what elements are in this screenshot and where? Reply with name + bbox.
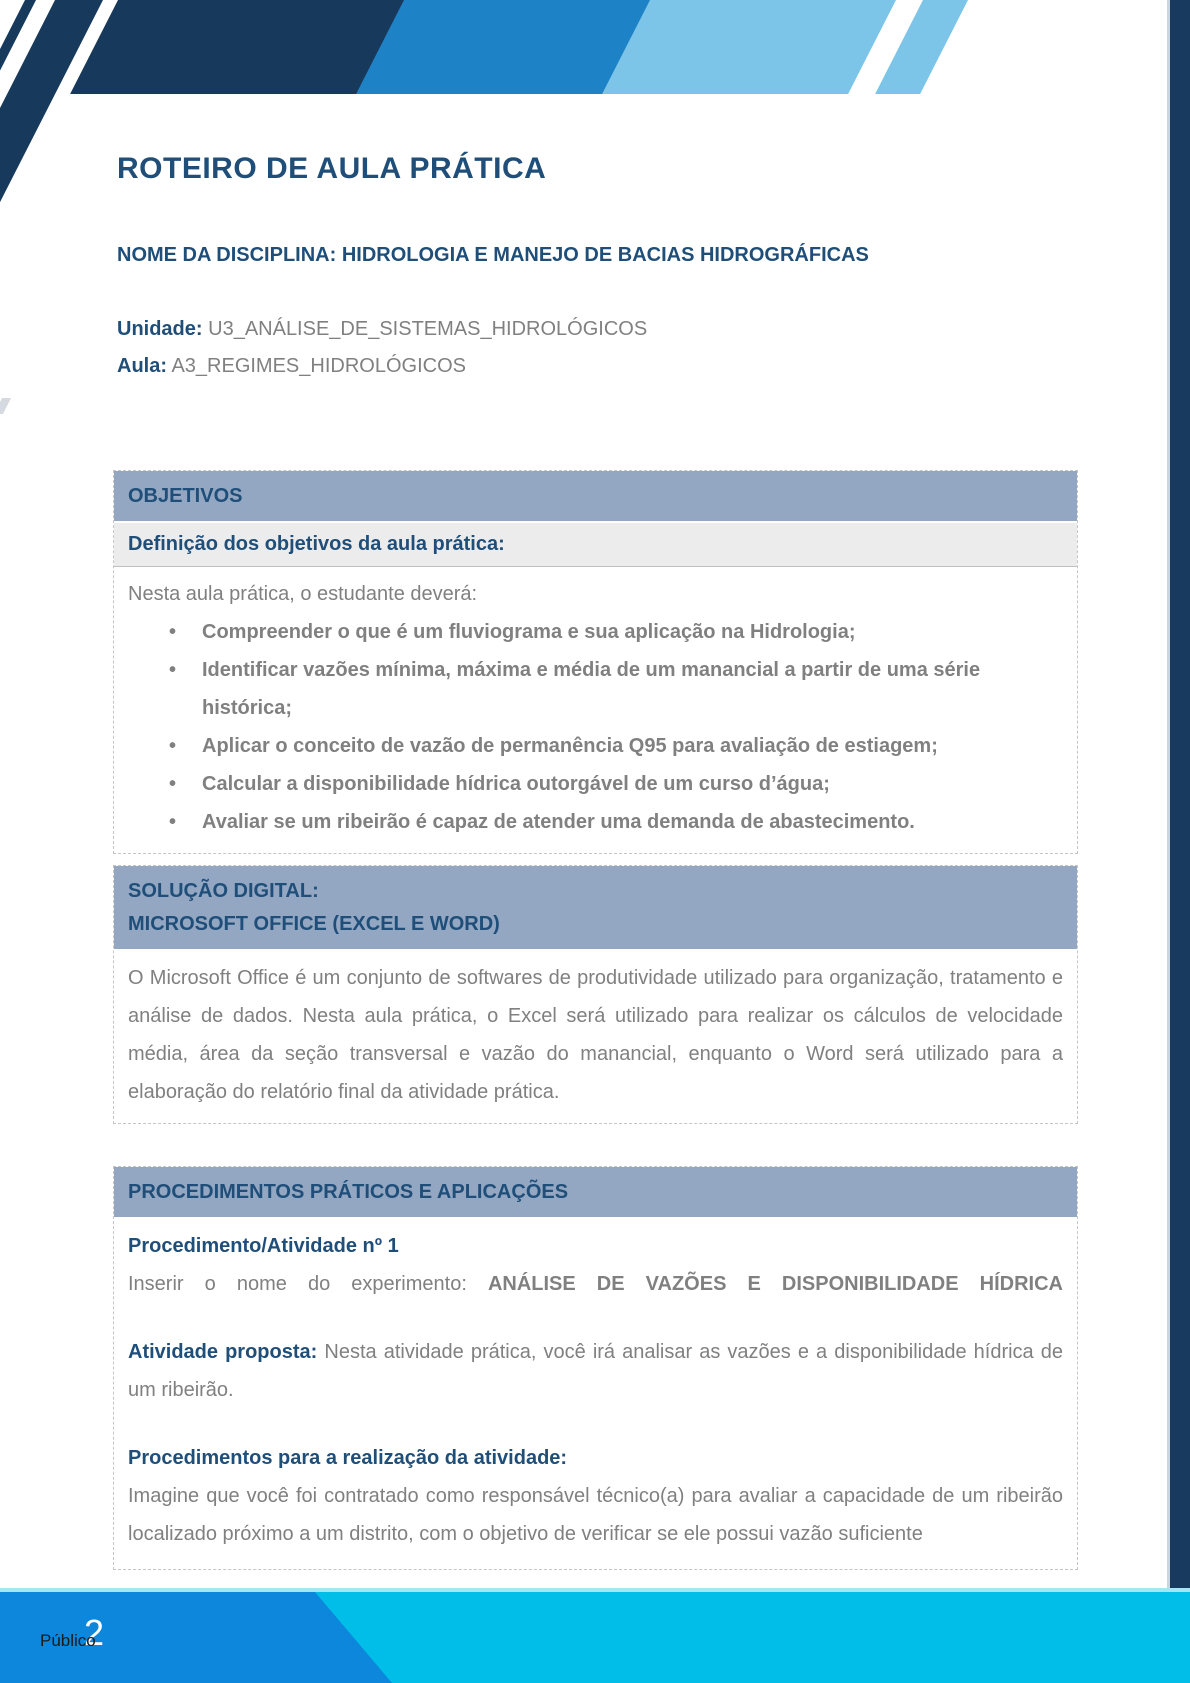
page-number: 2: [84, 1612, 105, 1653]
list-item: • Aplicar o conceito de vazão de permanência Q95 para avaliação de estiagem;: [202, 727, 1063, 765]
heading-block: [117, 0, 1078, 385]
section-solucao-body: [114, 951, 1077, 1123]
page-edge-bar-icon: [1167, 0, 1190, 1683]
list-item: • Calcular a disponibilidade hídrica outorgável de um curso d’água;: [202, 765, 1063, 803]
section-objetivos-body: [114, 567, 1077, 853]
section-objetivos: [113, 470, 1078, 854]
section-procedimentos: [113, 1166, 1078, 1570]
list-item: • Identificar vazões mínima, máxima e média de um manancial a partir de uma série histórica;: [202, 651, 1063, 727]
list-item: • Avaliar se um ribeirão é capaz de atender uma demanda de abastecimento.: [202, 803, 1063, 841]
section-objetivos-subheader: Definição dos objetivos da aula prática:: [114, 523, 1077, 567]
section-solucao-header: [114, 866, 1077, 951]
section-procedimentos-title: PROCEDIMENTOS PRÁTICOS E APLICAÇÕES: [128, 1181, 569, 1203]
list-item: • Compreender o que é um fluviograma e sua aplicação na Hidrologia;: [202, 613, 1063, 651]
experimento-line: [128, 1265, 1063, 1303]
section-procedimentos-body: [114, 1219, 1077, 1565]
experimento-nome: ANÁLISE DE VAZÕES E DISPONIBILIDADE HÍDRICA: [487, 1273, 1063, 1295]
header-stripe-wide-left-icon: [0, 0, 103, 240]
discipline-title: NOME DA DISCIPLINA: HIDROLOGIA E MANEJO DE BACIAS HIDROGRÁFICAS: [117, 244, 869, 266]
classification-label: Público: [40, 1631, 96, 1650]
footer-band: [0, 1588, 1190, 1683]
header-stripe-thin-left-icon: [0, 0, 36, 240]
section-solucao-title-line1: SOLUÇÃO DIGITAL:: [128, 880, 319, 902]
aula-line: [117, 348, 1078, 385]
atividade-proposta-paragraph: [128, 1333, 1063, 1409]
aula-value: A3_REGIMES_HIDROLÓGICOS: [171, 355, 466, 377]
aula-label: Aula:: [117, 355, 167, 377]
experimento-prefix: Inserir o nome do experimento:: [128, 1273, 488, 1295]
unidade-value: U3_ANÁLISE_DE_SISTEMAS_HIDROLÓGICOS: [208, 318, 648, 340]
section-procedimentos-header: [114, 1167, 1077, 1219]
atividade-proposta-text: Nesta atividade prática, você irá analisar as vazões e a disponibilidade hídrica de um ribeirão.: [128, 1341, 1063, 1401]
procedimento-atividade-titulo: Procedimento/Atividade nº 1: [128, 1235, 399, 1257]
solucao-paragraph: O Microsoft Office é um conjunto de softwares de produtividade utilizado para organização, tratamento e análise de dados. Nesta aula prática, o Excel será utilizado para realizar os cálculos de velocidade média, área da seção transversal e vazão do manancial, enquanto o Word será utilizado para a elaboração do relatório final da atividade prática.: [128, 967, 1063, 1103]
objetivos-list: [128, 613, 1063, 841]
procedimentos-realizacao-label: Procedimentos para a realização da atividade:: [128, 1447, 568, 1469]
atividade-proposta-label: Atividade proposta:: [128, 1341, 325, 1363]
spacer: [128, 1409, 1063, 1439]
objetivos-intro: Nesta aula prática, o estudante deverá:: [128, 583, 478, 605]
section-solucao-title-line2: MICROSOFT OFFICE (EXCEL E WORD): [128, 913, 500, 935]
section-solucao-digital: [113, 865, 1078, 1124]
section-objetivos-header: [114, 471, 1077, 523]
page-title: ROTEIRO DE AULA PRÁTICA: [117, 152, 547, 185]
procedimentos-realizacao-text: Imagine que você foi contratado como responsável técnico(a) para avaliar a capacidade de um ribeirão localizado próximo a um distrito, com o objetivo de verificar se ele possui vazão suficiente: [128, 1485, 1063, 1545]
left-edge-mark-icon: [0, 398, 11, 414]
unidade-line: [117, 311, 1078, 348]
section-objetivos-title: OBJETIVOS: [128, 485, 243, 507]
spacer: [128, 1303, 1063, 1333]
unidade-label: Unidade:: [117, 318, 203, 340]
